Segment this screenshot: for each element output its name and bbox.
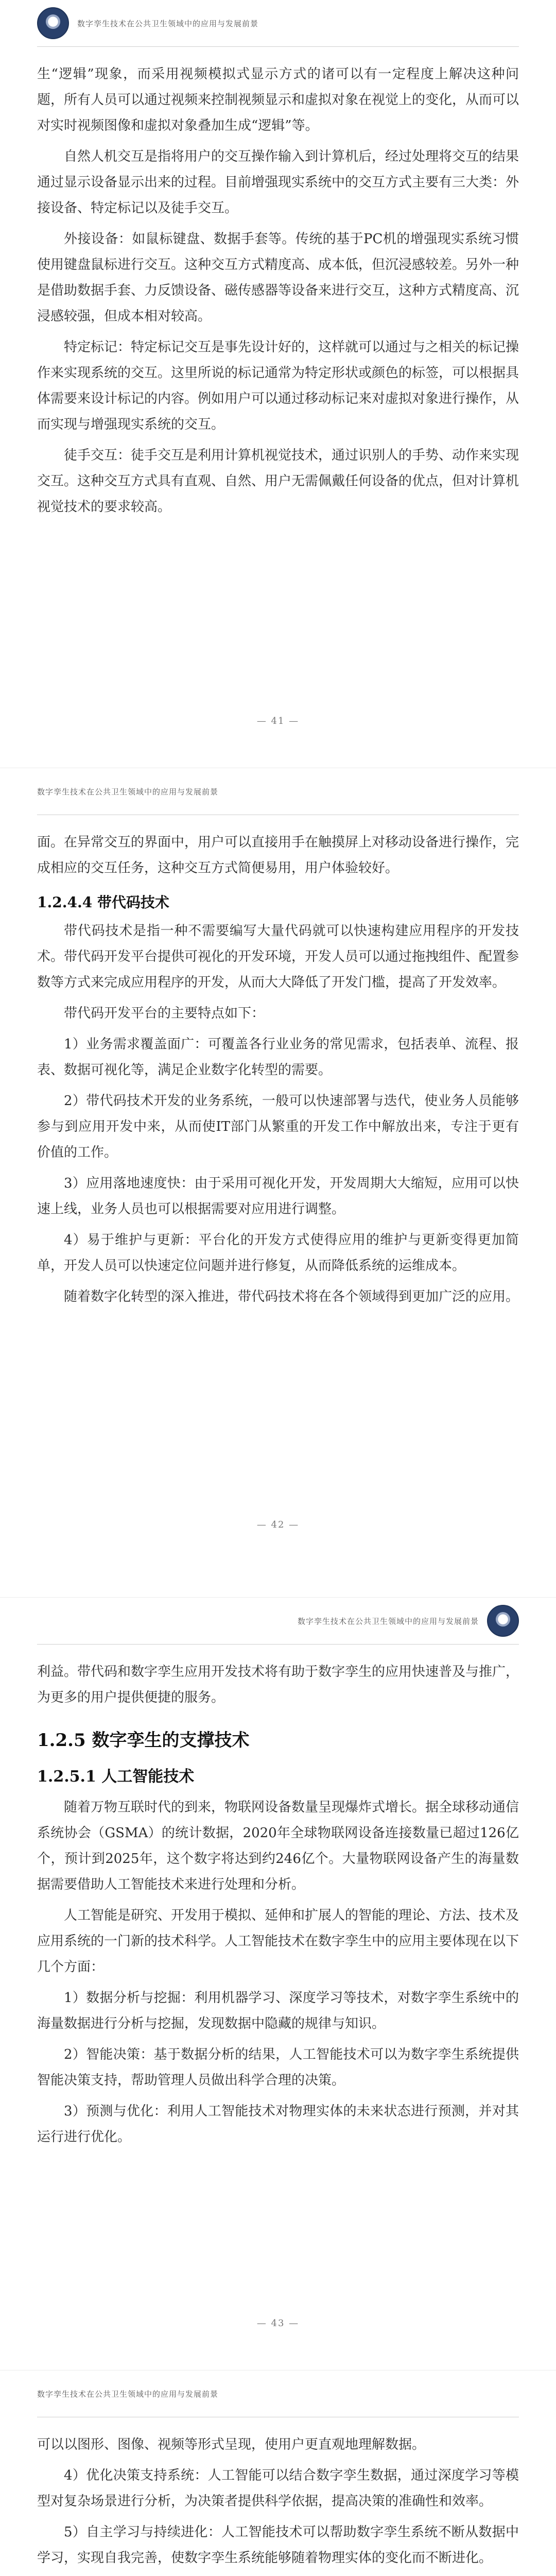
page-2 [0, 768, 556, 1551]
paragraph: 3）应用落地速度快：由于采用可视化开发，开发周期大大缩短，应用可以快速上线，业务人员也可以根据需要对应用进行调整。 [37, 1176, 519, 1217]
running-header: 数字孪生技术在公共卫生领域中的应用与发展前景 [37, 787, 219, 796]
paragraph: 特定标记：特定标记交互是事先设计好的，这样就可以通过与之相关的标记操作来实现系统的交互。这里所说的标记通常为特定形状或颜色的标签，可以根据具体需要来设计标记的内容。例如用户可以通过移动标记来对虚拟对象进行操作，从而实现与增强现实系统的交互。 [37, 340, 519, 432]
paragraph: 带代码技术是指一种不需要编写大量代码就可以快速构建应用程序的开发技术。带代码开发平台提供可视化的开发环境，开发人员可以通过拖拽组件、配置参数等方式来完成应用程序的开发，从而大大降低了开发门槛，提高了开发效率。 [37, 923, 519, 990]
paragraph: 2）带代码技术开发的业务系统，一般可以快速部署与迭代，使业务人员能够参与到应用开发中来，从而使IT部门从繁重的开发工作中解放出来，专注于更有价值的工作。 [37, 1093, 519, 1160]
page-number: — 41 — [256, 716, 300, 726]
page-number: — 43 — [256, 2318, 300, 2329]
running-header: 数字孪生技术在公共卫生领域中的应用与发展前景 [37, 2389, 219, 2399]
paragraph: 利益。带代码和数字孪生应用开发技术将有助于数字孪生的应用快速普及与推广，为更多的用户提供便捷的服务。 [37, 1664, 519, 1705]
paragraph: 5）自主学习与持续进化：人工智能技术可以帮助数字孪生系统不断从数据中学习，实现自我完善，使数字孪生系统能够随着物理实体的变化而不断进化。 [37, 2524, 519, 2566]
page-3 [0, 1597, 556, 2349]
running-header: 数字孪生技术在公共卫生领域中的应用与发展前景 [297, 1616, 479, 1626]
page-header [37, 2370, 519, 2417]
paragraph: 外接设备：如鼠标键盘、数据手套等。传统的基于PC机的增强现实系统习惯使用键盘鼠标进行交互。这种交互方式精度高、成本低，但沉浸感较差。另外一种是借助数据手套、力反馈设备、磁传感器等设备来进行交互，这种方式精度高、沉浸感较强，但成本相对较高。 [37, 231, 519, 324]
running-header: 数字孪生技术在公共卫生领域中的应用与发展前景 [77, 19, 259, 28]
page-number: — 42 — [256, 1519, 300, 1530]
paragraph: 带代码开发平台的主要特点如下： [64, 1006, 265, 1021]
institution-logo [487, 1605, 519, 1637]
paragraph: 自然人机交互是指将用户的交互操作输入到计算机后，经过处理将交互的结果通过显示设备显示出来的过程。目前增强现实系统中的交互方式主要有三大类：外接设备、特定标记以及徒手交互。 [37, 149, 519, 216]
paragraph: 4）易于维护与更新：平台化的开发方式使得应用的维护与更新变得更加简单，开发人员可以快速定位问题并进行修复，从而降低系统的运维成本。 [37, 1232, 519, 1274]
page-header [37, 0, 519, 47]
paragraph: 3）预测与优化：利用人工智能技术对物理实体的未来状态进行预测，并对其运行进行优化。 [37, 2104, 519, 2145]
paragraph: 可以以图形、图像、视频等形式呈现，使用户更直观地理解数据。 [37, 2437, 426, 2452]
paragraph: 随着万物互联时代的到来，物联网设备数量呈现爆炸式增长。据全球移动通信系统协会（GSMA）的统计数据，2020年全球物联网设备连接数量已超过126亿个，预计到2025年，这个数字将达到约246亿个。大量物联网设备产生的海量数据需要借助人工智能技术来进行处理和分析。 [37, 1800, 519, 1892]
section-heading: 1.2.5 数字孪生的支撑技术 [37, 1730, 250, 1751]
paragraph: 面。在异常交互的界面中，用户可以直接用手在触摸屏上对移动设备进行操作，完成相应的交互任务，这种交互方式简便易用，用户体验较好。 [37, 835, 519, 876]
page-4 [0, 2370, 556, 2576]
paragraph: 1）数据分析与挖掘：利用机器学习、深度学习等技术，对数字孪生系统中的海量数据进行分析与挖掘，发现数据中隐藏的规律与知识。 [37, 1990, 519, 2031]
paragraph: 1）业务需求覆盖面广：可覆盖各行业业务的常见需求，包括表单、流程、报表、数据可视化等，满足企业数字化转型的需要。 [37, 1037, 519, 1078]
page-header [37, 1598, 519, 1645]
paragraph: 徒手交互：徒手交互是利用计算机视觉技术，通过识别人的手势、动作来实现交互。这种交互方式具有直观、自然、用户无需佩戴任何设备的优点，但对计算机视觉技术的要求较高。 [37, 448, 519, 515]
institution-logo [37, 7, 69, 39]
paragraph: 4）优化决策支持系统：人工智能可以结合数字孪生数据，通过深度学习等模型对复杂场景进行分析，为决策者提供科学依据，提高决策的准确性和效率。 [37, 2468, 519, 2509]
page-1 [0, 0, 556, 747]
section-heading: 1.2.4.4 带代码技术 [37, 894, 169, 911]
page-header [37, 768, 519, 815]
subsection-heading: 1.2.5.1 人工智能技术 [37, 1768, 195, 1786]
paragraph: 随着数字化转型的深入推进，带代码技术将在各个领域得到更加广泛的应用。 [64, 1289, 519, 1304]
paragraph: 2）智能决策：基于数据分析的结果，人工智能技术可以为数字孪生系统提供智能决策支持，帮助管理人员做出科学合理的决策。 [37, 2047, 519, 2088]
paragraph: 生“逻辑”现象，而采用视频模拟式显示方式的诸可以有一定程度上解决这种问题，所有人员可以通过视频来控制视频显示和虚拟对象在视觉上的变化，从而可以对实时视频图像和虚拟对象叠加生成“逻辑”等。 [37, 66, 519, 133]
paragraph: 人工智能是研究、开发用于模拟、延伸和扩展人的智能的理论、方法、技术及应用系统的一门新的技术科学。人工智能技术在数字孪生中的应用主要体现在以下几个方面： [37, 1908, 519, 1975]
